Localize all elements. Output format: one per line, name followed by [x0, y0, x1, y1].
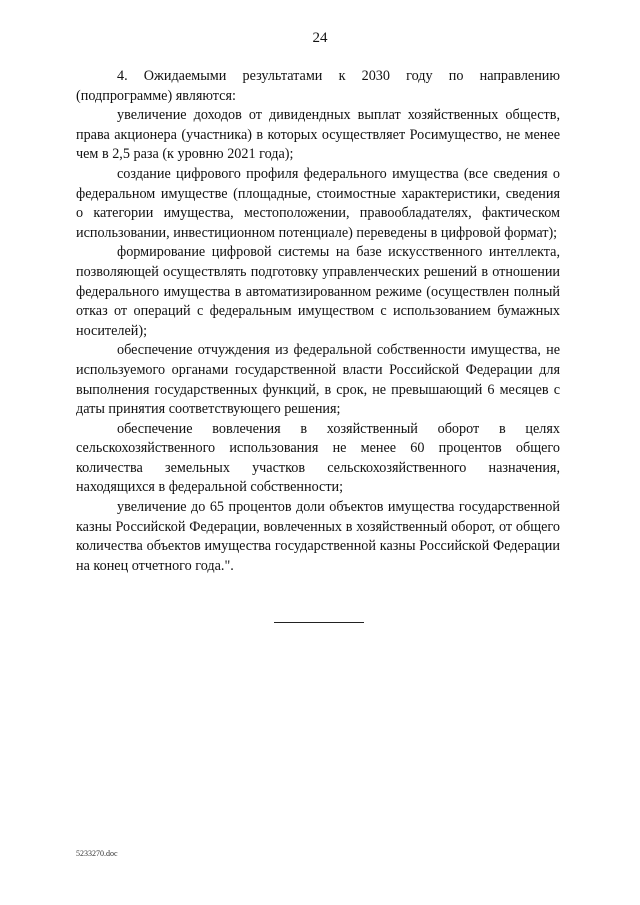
closing-divider-line — [274, 622, 364, 623]
document-body — [76, 67, 560, 576]
page-number: 24 — [312, 30, 328, 46]
paragraph-agricultural-land: обеспечение вовлечения в хозяйственный оборот в целях сельскохозяйственного использования не менее 60 процентов общего количества земельных участков сельскохозяйственного назначения, находящихся в федеральной собственности; — [76, 420, 560, 496]
paragraph-state-treasury-share: увеличение до 65 процентов доли объектов имущества государственной казны Российской Федерации, вовлеченных в хозяйственный оборот, от общего количества объектов имущества государственной казны Российской Федерации на конец отчетного года.". — [76, 499, 560, 574]
paragraph-digital-profile: создание цифрового профиля федерального имущества (все сведения о федеральном имуществе (площадные, стоимостные характеристики, сведения о категории имущества, местоположении, правообладателях, фактическом использовании, инвестиционном потенциале) переведены в цифровой формат); — [76, 165, 560, 241]
paragraph-dividend-income: увеличение доходов от дивидендных выплат хозяйственных обществ, права акционера (участника) в которых осуществляет Росимущество, не менее чем в 2,5 раза (к уровню 2021 года); — [76, 107, 560, 163]
document-code: 5233270.doc — [76, 849, 118, 858]
paragraph-expected-results: 4. Ожидаемыми результатами к 2030 году по направлению (подпрограмме) являются: — [76, 68, 560, 104]
paragraph-property-alienation: обеспечение отчуждения из федеральной собственности имущества, не используемого органами государственной власти Российской Федерации для выполнения государственных функций, в срок, не превышающий 6 месяцев с даты принятия соответствующего решения; — [76, 342, 560, 418]
paragraph-ai-system: формирование цифровой системы на базе искусственного интеллекта, позволяющей осуществлять подготовку управленческих решений в отношении федерального имущества в автоматизированном режиме (осуществлен полный отказ от операций с федеральным имуществом с использованием бумажных носителей); — [76, 244, 560, 339]
